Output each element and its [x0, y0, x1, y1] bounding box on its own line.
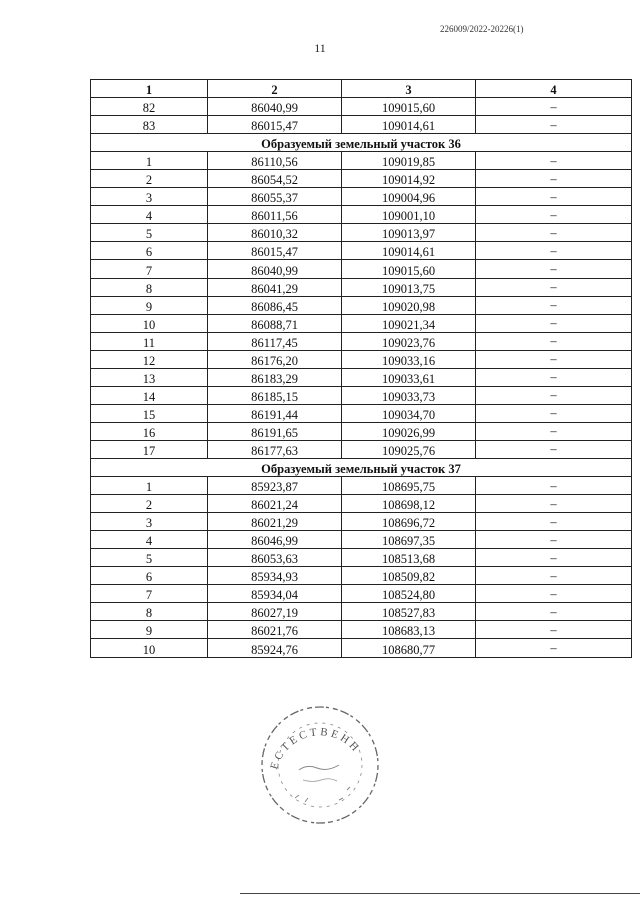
table-row: [91, 495, 632, 513]
y-coordinate-cell: 109023,76: [342, 332, 476, 350]
section-row-parcel-36: [91, 134, 632, 152]
table-row: [91, 296, 632, 314]
note-cell: –: [476, 422, 632, 440]
y-coordinate-cell: 109026,99: [342, 422, 476, 440]
x-coordinate-cell: 86021,76: [208, 621, 342, 639]
table-row: [91, 639, 632, 657]
point-number-cell: 82: [91, 98, 208, 116]
y-coordinate-cell: 108509,82: [342, 567, 476, 585]
table-row: [91, 188, 632, 206]
note-cell: –: [476, 116, 632, 134]
point-number-cell: 9: [91, 621, 208, 639]
point-number-cell: 1: [91, 477, 208, 495]
point-number-cell: 2: [91, 495, 208, 513]
x-coordinate-cell: 85934,04: [208, 585, 342, 603]
x-coordinate-cell: 85923,87: [208, 477, 342, 495]
table-row: [91, 549, 632, 567]
table-row: [91, 224, 632, 242]
note-cell: –: [476, 188, 632, 206]
point-number-cell: 17: [91, 440, 208, 458]
x-coordinate-cell: 86054,52: [208, 170, 342, 188]
point-number-cell: 2: [91, 170, 208, 188]
x-coordinate-cell: 86053,63: [208, 549, 342, 567]
note-cell: –: [476, 296, 632, 314]
page-number: 11: [314, 41, 326, 55]
table-row: [91, 404, 632, 422]
table-row: [91, 422, 632, 440]
x-coordinate-cell: 86046,99: [208, 531, 342, 549]
point-number-cell: 4: [91, 206, 208, 224]
table-row: [91, 152, 632, 170]
table-row: [91, 567, 632, 585]
x-coordinate-cell: 86088,71: [208, 314, 342, 332]
x-coordinate-cell: 86011,56: [208, 206, 342, 224]
round-seal-stamp: [255, 700, 385, 830]
x-coordinate-cell: 86010,32: [208, 224, 342, 242]
table-row: [91, 386, 632, 404]
note-cell: –: [476, 513, 632, 531]
table-row: [91, 603, 632, 621]
x-coordinate-cell: 86086,45: [208, 296, 342, 314]
note-cell: –: [476, 152, 632, 170]
y-coordinate-cell: 108680,77: [342, 639, 476, 657]
table-row: [91, 332, 632, 350]
svg-text:ЕСТЕСТВЕНН: [268, 726, 363, 771]
note-cell: –: [476, 98, 632, 116]
note-cell: –: [476, 332, 632, 350]
y-coordinate-cell: 108527,83: [342, 603, 476, 621]
point-number-cell: 11: [91, 332, 208, 350]
note-cell: –: [476, 585, 632, 603]
y-coordinate-cell: 109025,76: [342, 440, 476, 458]
y-coordinate-cell: 109014,61: [342, 242, 476, 260]
x-coordinate-cell: 86191,65: [208, 422, 342, 440]
table-row: [91, 206, 632, 224]
note-cell: –: [476, 278, 632, 296]
y-coordinate-cell: 109020,98: [342, 296, 476, 314]
note-cell: –: [476, 567, 632, 585]
note-cell: –: [476, 639, 632, 657]
x-coordinate-cell: 86191,44: [208, 404, 342, 422]
table-row: [91, 531, 632, 549]
x-coordinate-cell: 86040,99: [208, 260, 342, 278]
x-coordinate-cell: 86177,63: [208, 440, 342, 458]
x-coordinate-cell: 86055,37: [208, 188, 342, 206]
table-header-row: [91, 80, 632, 98]
seal-text: ЕСТЕСТВЕНН: [268, 726, 363, 771]
note-cell: –: [476, 477, 632, 495]
point-number-cell: 13: [91, 368, 208, 386]
y-coordinate-cell: 108524,80: [342, 585, 476, 603]
point-number-cell: 1: [91, 152, 208, 170]
x-coordinate-cell: 86110,56: [208, 152, 342, 170]
x-coordinate-cell: 86021,29: [208, 513, 342, 531]
x-coordinate-cell: 86183,29: [208, 368, 342, 386]
note-cell: –: [476, 224, 632, 242]
table-row: [91, 242, 632, 260]
document-id: 226009/2022-20226(1): [440, 24, 524, 34]
section-row-parcel-37: [91, 458, 632, 476]
point-number-cell: 5: [91, 224, 208, 242]
point-number-cell: 16: [91, 422, 208, 440]
y-coordinate-cell: 109013,75: [342, 278, 476, 296]
point-number-cell: 10: [91, 314, 208, 332]
point-number-cell: 5: [91, 549, 208, 567]
y-coordinate-cell: 109015,60: [342, 98, 476, 116]
point-number-cell: 9: [91, 296, 208, 314]
y-coordinate-cell: 109001,10: [342, 206, 476, 224]
y-coordinate-cell: 109004,96: [342, 188, 476, 206]
table-row: [91, 477, 632, 495]
point-number-cell: 6: [91, 567, 208, 585]
x-coordinate-cell: 86015,47: [208, 116, 342, 134]
y-coordinate-cell: 109014,92: [342, 170, 476, 188]
y-coordinate-cell: 109033,61: [342, 368, 476, 386]
note-cell: –: [476, 440, 632, 458]
coordinates-table-body: [91, 80, 632, 658]
x-coordinate-cell: 86027,19: [208, 603, 342, 621]
column-header-3: 3: [342, 80, 476, 98]
note-cell: –: [476, 404, 632, 422]
table-row: [91, 98, 632, 116]
y-coordinate-cell: 109014,61: [342, 116, 476, 134]
x-coordinate-cell: 86176,20: [208, 350, 342, 368]
point-number-cell: 8: [91, 603, 208, 621]
table-row: [91, 314, 632, 332]
bottom-rule: [240, 893, 640, 894]
point-number-cell: 12: [91, 350, 208, 368]
point-number-cell: 10: [91, 639, 208, 657]
note-cell: –: [476, 206, 632, 224]
point-number-cell: 83: [91, 116, 208, 134]
point-number-cell: 6: [91, 242, 208, 260]
table-row: [91, 170, 632, 188]
point-number-cell: 7: [91, 260, 208, 278]
x-coordinate-cell: 85924,76: [208, 639, 342, 657]
table-row: [91, 585, 632, 603]
column-header-1: 1: [91, 80, 208, 98]
x-coordinate-cell: 86015,47: [208, 242, 342, 260]
y-coordinate-cell: 108513,68: [342, 549, 476, 567]
y-coordinate-cell: 108695,75: [342, 477, 476, 495]
table-row: [91, 350, 632, 368]
note-cell: –: [476, 242, 632, 260]
y-coordinate-cell: 109021,34: [342, 314, 476, 332]
y-coordinate-cell: 109013,97: [342, 224, 476, 242]
y-coordinate-cell: 108698,12: [342, 495, 476, 513]
x-coordinate-cell: 86117,45: [208, 332, 342, 350]
note-cell: –: [476, 386, 632, 404]
y-coordinate-cell: 109033,73: [342, 386, 476, 404]
x-coordinate-cell: 86185,15: [208, 386, 342, 404]
x-coordinate-cell: 85934,93: [208, 567, 342, 585]
table-row: [91, 368, 632, 386]
note-cell: –: [476, 549, 632, 567]
note-cell: –: [476, 350, 632, 368]
note-cell: –: [476, 603, 632, 621]
coordinates-table: [90, 79, 632, 658]
y-coordinate-cell: 109015,60: [342, 260, 476, 278]
note-cell: –: [476, 170, 632, 188]
point-number-cell: 3: [91, 513, 208, 531]
point-number-cell: 4: [91, 531, 208, 549]
y-coordinate-cell: 109019,85: [342, 152, 476, 170]
note-cell: –: [476, 368, 632, 386]
note-cell: –: [476, 531, 632, 549]
column-header-4: 4: [476, 80, 632, 98]
point-number-cell: 8: [91, 278, 208, 296]
table-row: [91, 621, 632, 639]
note-cell: –: [476, 260, 632, 278]
x-coordinate-cell: 86040,99: [208, 98, 342, 116]
section-title: Образуемый земельный участок 37: [91, 458, 632, 476]
table-row: [91, 513, 632, 531]
table-row: [91, 440, 632, 458]
x-coordinate-cell: 86021,24: [208, 495, 342, 513]
note-cell: –: [476, 314, 632, 332]
table-row: [91, 116, 632, 134]
y-coordinate-cell: 108683,13: [342, 621, 476, 639]
x-coordinate-cell: 86041,29: [208, 278, 342, 296]
note-cell: –: [476, 495, 632, 513]
y-coordinate-cell: 108696,72: [342, 513, 476, 531]
point-number-cell: 15: [91, 404, 208, 422]
table-row: [91, 260, 632, 278]
y-coordinate-cell: 109034,70: [342, 404, 476, 422]
table-row: [91, 278, 632, 296]
point-number-cell: 3: [91, 188, 208, 206]
column-header-2: 2: [208, 80, 342, 98]
section-title: Образуемый земельный участок 36: [91, 134, 632, 152]
note-cell: –: [476, 621, 632, 639]
point-number-cell: 7: [91, 585, 208, 603]
y-coordinate-cell: 109033,16: [342, 350, 476, 368]
y-coordinate-cell: 108697,35: [342, 531, 476, 549]
point-number-cell: 14: [91, 386, 208, 404]
